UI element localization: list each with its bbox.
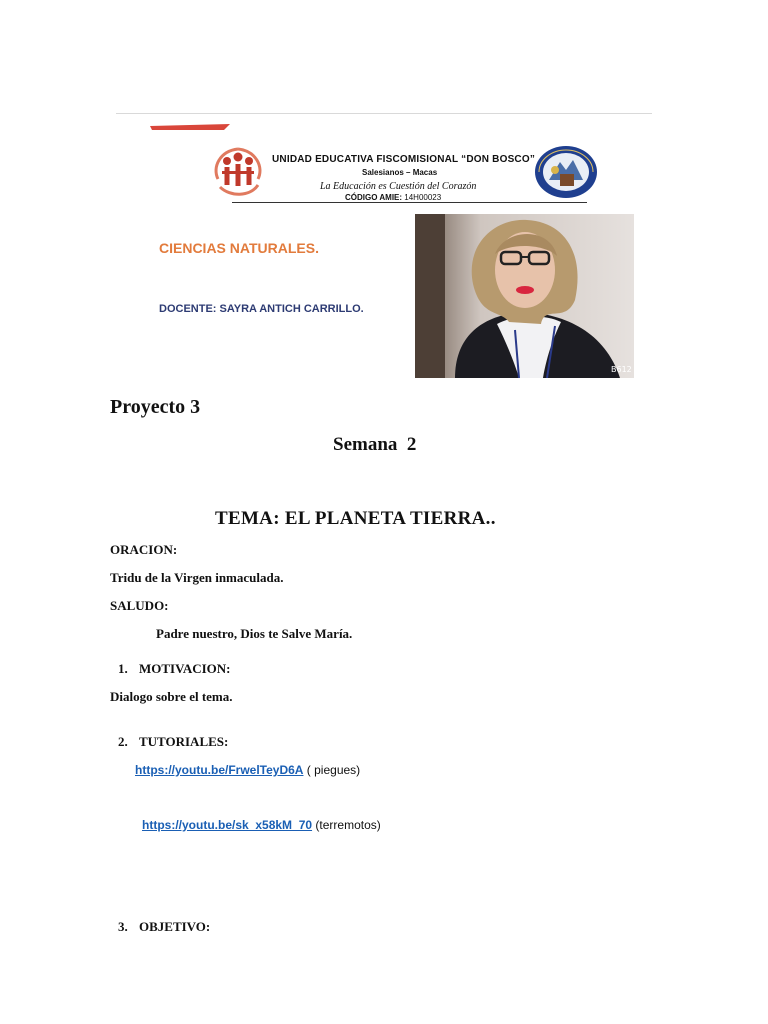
header-rule xyxy=(232,202,587,203)
week-heading: Semana 2 xyxy=(333,434,417,455)
greeting-label: SALUDO: xyxy=(110,598,169,613)
red-brush-stroke xyxy=(150,124,230,130)
school-code-label: CÓDIGO AMIE: xyxy=(345,193,403,202)
school-motto: La Educación es Cuestión del Corazón xyxy=(320,181,477,192)
section-number: 1. xyxy=(118,661,128,676)
section-motivation xyxy=(118,661,231,677)
tutorial-item xyxy=(135,761,360,779)
section-tutorials xyxy=(118,734,228,750)
school-code-value: 14H00023 xyxy=(404,193,442,202)
school-name: UNIDAD EDUCATIVA FISCOMISIONAL “DON BOSCO” xyxy=(272,154,536,165)
tutorial-note: ( piegues) xyxy=(303,763,361,777)
prayer-text: Tridu de la Virgen inmaculada. xyxy=(110,570,284,585)
top-rule xyxy=(116,113,652,114)
section-title: OBJETIVO: xyxy=(139,919,211,934)
teacher-photo xyxy=(415,214,634,378)
motivation-text: Dialogo sobre el tema. xyxy=(110,689,233,704)
section-title: TUTORIALES: xyxy=(139,734,229,749)
salesian-logo-icon xyxy=(210,143,266,199)
school-crest-icon xyxy=(533,144,599,200)
teacher-name: DOCENTE: SAYRA ANTICH CARRILLO. xyxy=(159,303,364,315)
tutorial-link-terremotos[interactable]: https://youtu.be/sk_x58kM_70 xyxy=(142,818,313,832)
tutorial-item xyxy=(142,816,381,834)
tutorial-note: (terremotos) xyxy=(312,818,381,832)
school-location: Salesianos – Macas xyxy=(362,168,438,177)
section-title: MOTIVACION: xyxy=(139,661,231,676)
project-heading: Proyecto 3 xyxy=(110,396,201,418)
photo-caption: B612 xyxy=(611,365,632,374)
tutorial-link-piegues[interactable]: https://youtu.be/FrwelTeyD6A xyxy=(135,763,304,777)
greeting-text: Padre nuestro, Dios te Salve María. xyxy=(156,626,353,641)
subject-title: CIENCIAS NATURALES. xyxy=(159,240,319,256)
school-code xyxy=(345,193,441,202)
section-number: 3. xyxy=(118,919,128,934)
section-number: 2. xyxy=(118,734,128,749)
section-objective xyxy=(118,919,210,935)
topic-heading: TEMA: EL PLANETA TIERRA.. xyxy=(215,508,496,529)
prayer-label: ORACION: xyxy=(110,542,178,557)
